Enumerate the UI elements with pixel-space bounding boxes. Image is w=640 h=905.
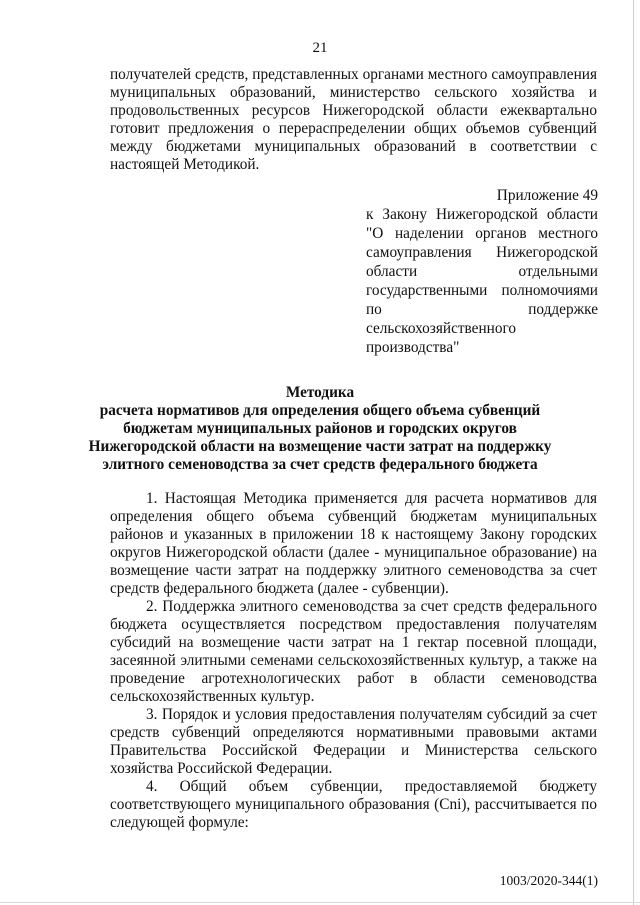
appendix-line: производства" — [366, 339, 460, 356]
body-line: определения общего объема субвенций бюджетам муниципальных — [110, 508, 597, 525]
body-line: бюджета осуществляется посредством предоставления получателям — [110, 616, 597, 633]
page-bottom-edge — [0, 902, 640, 903]
body-line: 4. Общий объем субвенции, предоставляемой бюджету — [146, 778, 597, 795]
intro-line: муниципальных образований, министерство сельского хозяйства и — [110, 84, 597, 101]
body-line: средств федерального бюджета (далее - субвенции). — [110, 580, 449, 597]
body-line: 1. Настоящая Методика применяется для расчета нормативов для — [146, 490, 597, 507]
body-line: 2. Поддержка элитного семеноводства за счет средств федерального — [146, 598, 597, 615]
intro-line: продовольственных ресурсов Нижегородской области ежеквартально — [110, 102, 597, 119]
body-line: субсидий на возмещение части затрат на 1 гектар посевной площади, — [110, 634, 597, 651]
body-line: засеянной элитными семенами сельскохозяйственных культур, а также на — [110, 652, 597, 669]
document-subtitle-line: элитного семеноводства за счет средств федерального бюджета — [102, 456, 538, 473]
intro-line: настоящей Методикой. — [110, 156, 260, 173]
body-line: сельскохозяйственных культур. — [110, 688, 315, 705]
appendix-line: сельскохозяйственного — [366, 320, 517, 337]
body-line: хозяйства Российской Федерации. — [110, 760, 333, 777]
body-line: средств субвенций определяются нормативными правовыми актами — [110, 724, 597, 741]
document-subtitle-line: расчета нормативов для определения общего объема субвенций — [99, 402, 541, 419]
document-title: Методика — [285, 384, 355, 401]
appendix-line: по поддержке — [366, 301, 598, 318]
appendix-line: государственными полномочиями — [366, 282, 598, 299]
body-line: округов Нижегородской области (далее - муниципальное образование) на — [110, 544, 597, 561]
document-registration-code: 1003/2020-344(1) — [499, 873, 598, 888]
body-line: соответствующего муниципального образования (Cni), рассчитывается по — [110, 796, 597, 813]
appendix-line: к Закону Нижегородской области — [366, 206, 598, 223]
appendix-number: Приложение 49 — [496, 187, 598, 204]
document-subtitle-line: Нижегородской области на возмещение части затрат на поддержку — [88, 438, 552, 455]
appendix-line: самоуправления Нижегородской — [366, 244, 598, 261]
document-subtitle-line: бюджетам муниципальных районов и городских округов — [123, 420, 517, 437]
intro-line: готовит предложения о перераспределении общих объемов субвенций — [110, 120, 597, 137]
body-line: проведение агротехнологических работ в области семеноводства — [110, 670, 597, 687]
page-number: 21 — [312, 40, 328, 56]
intro-line: между бюджетами муниципальных образований в соответствии с — [110, 138, 597, 155]
appendix-line: "О наделении органов местного — [366, 225, 598, 242]
body-line: следующей формуле: — [110, 814, 249, 831]
body-line: Правительства Российской Федерации и Министерства сельского — [110, 742, 597, 759]
body-line: 3. Порядок и условия предоставления получателям субсидий за счет — [146, 706, 597, 723]
intro-line: получателей средств, представленных органами местного самоуправления — [110, 66, 597, 83]
appendix-line: области отдельными — [366, 263, 598, 280]
body-line: возмещение части затрат на поддержку элитного семеноводства за счет — [110, 562, 597, 579]
body-line: районов и указанных в приложении 18 к настоящему Закону городских — [110, 526, 597, 543]
